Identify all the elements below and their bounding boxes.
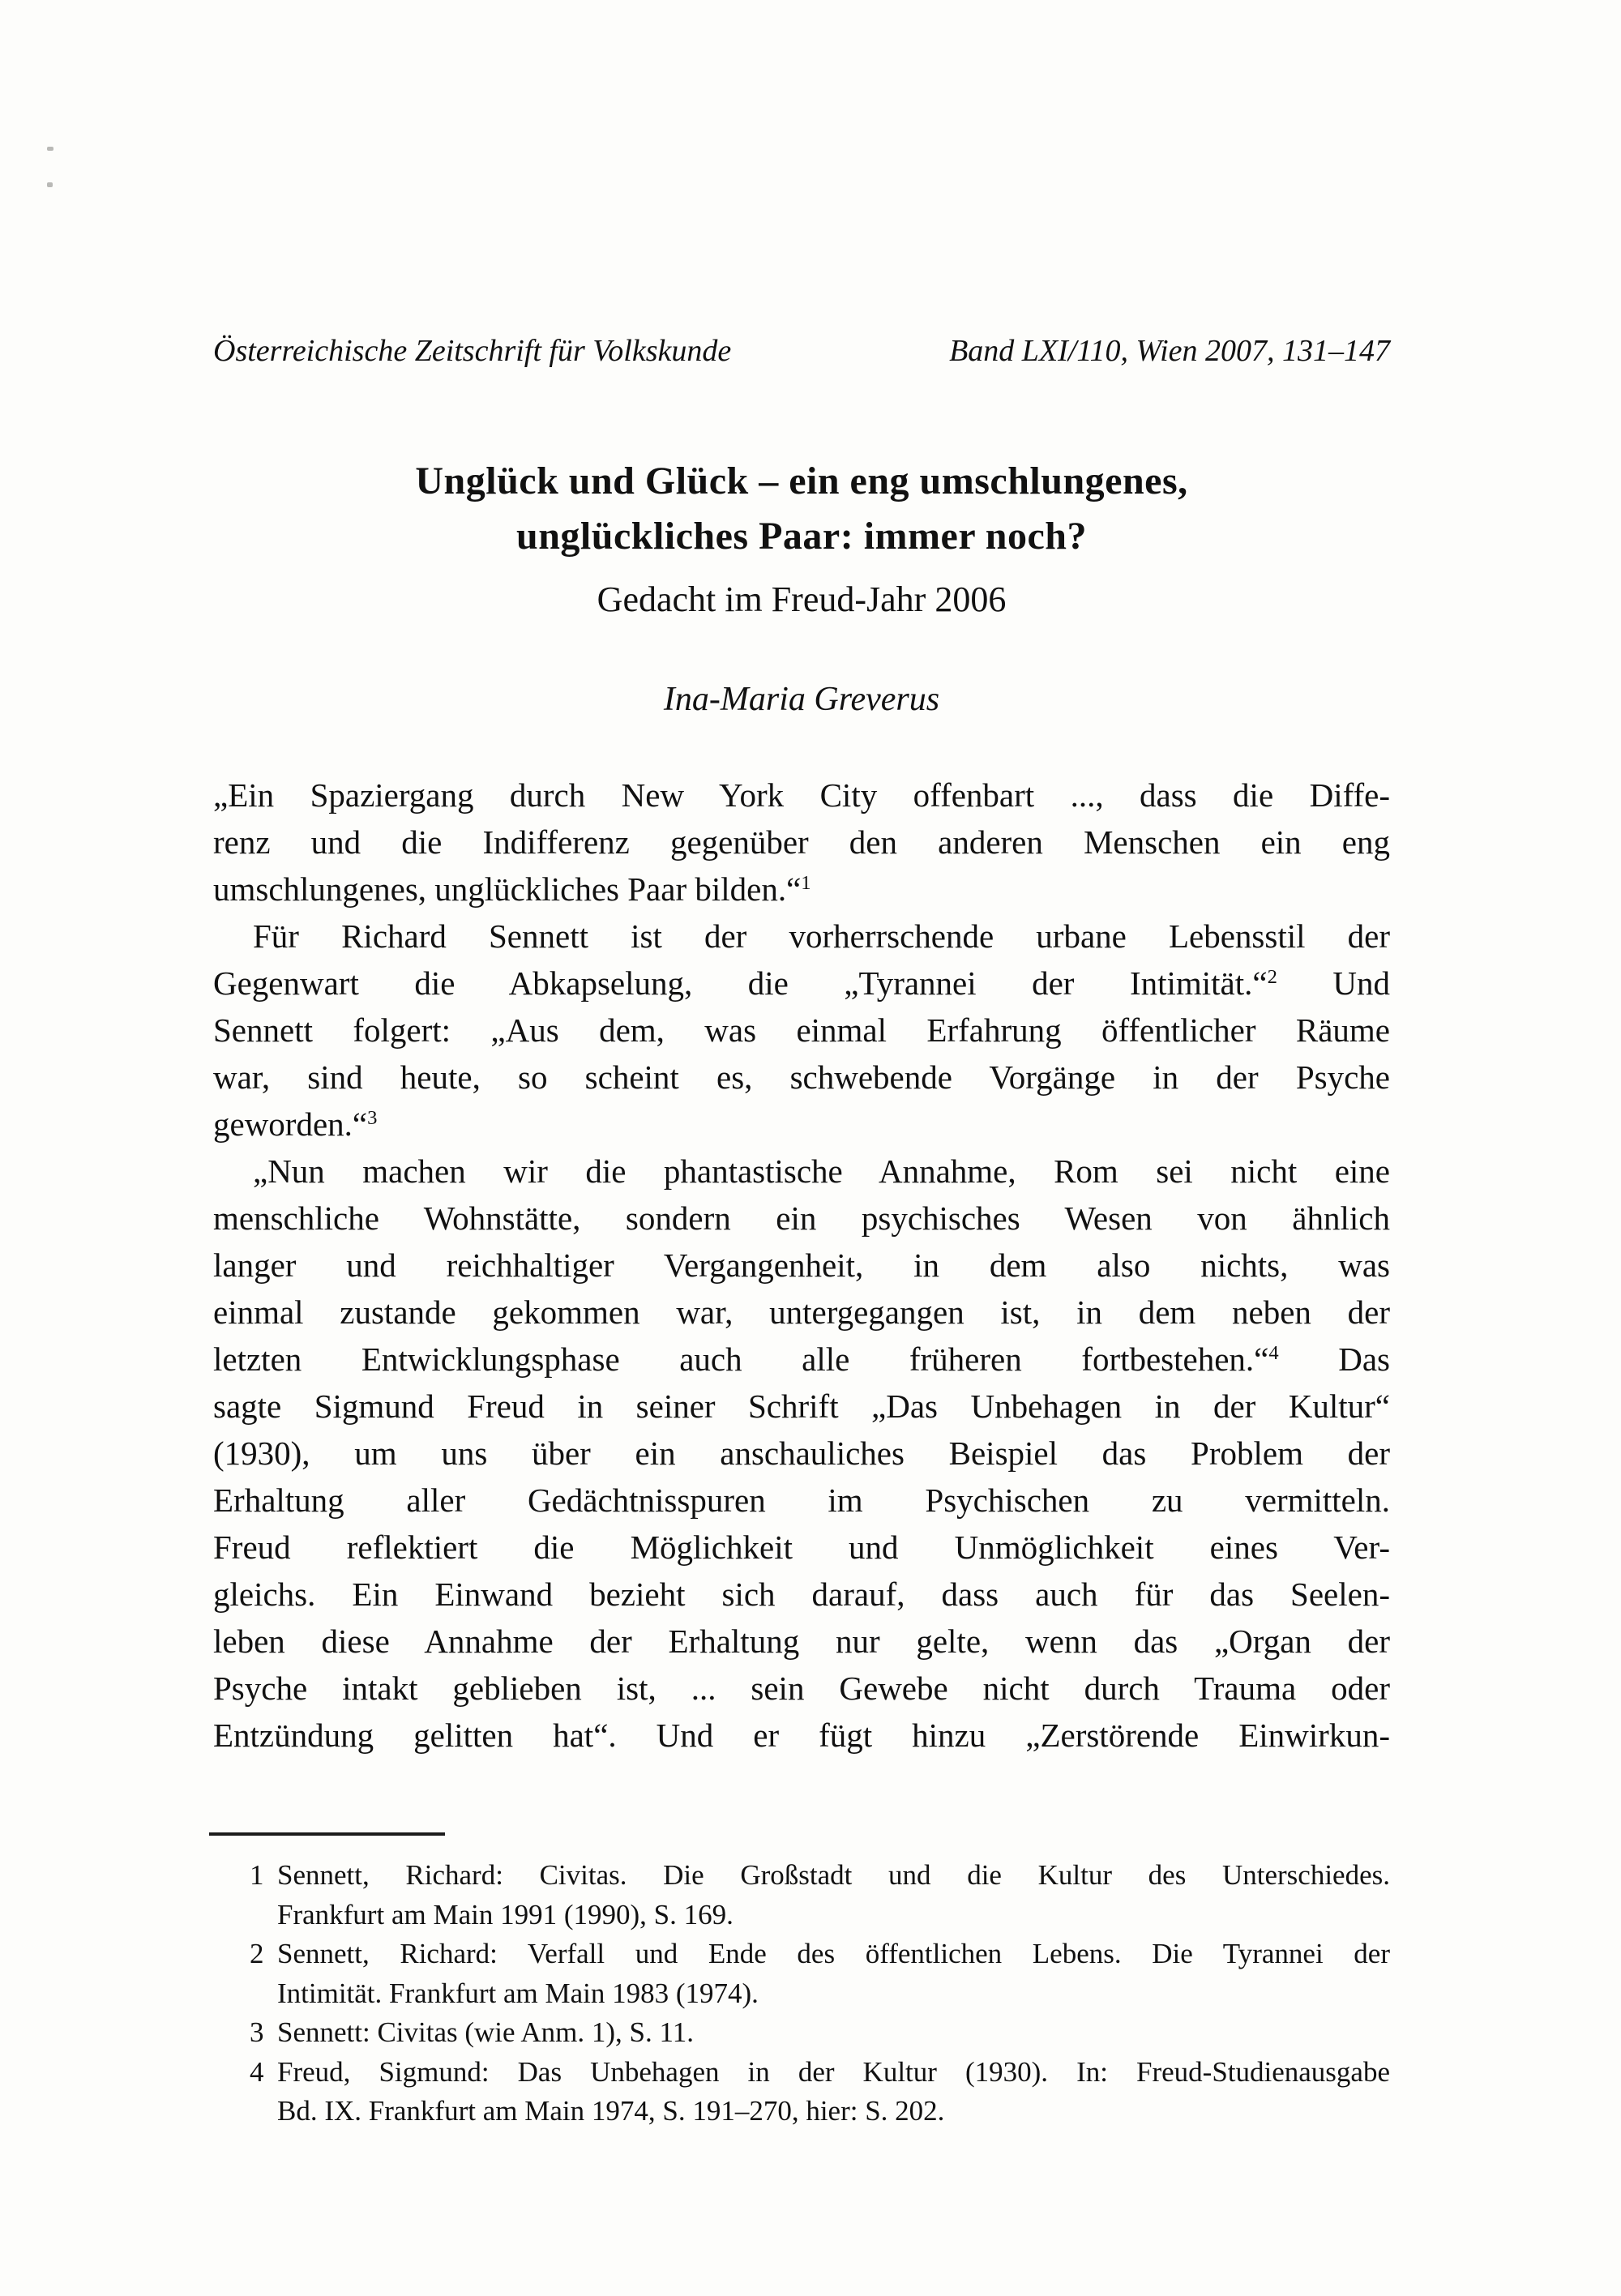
article-title (213, 454, 1390, 564)
footnote-item (213, 2053, 1390, 2131)
body-line: umschlungenes, unglückliches Paar bilden.“$^1$ (213, 870, 811, 908)
footnote-line: Sennett, Richard: Verfall und Ende des öffentlichen Lebens. Die Tyrannei der (277, 1938, 1390, 1969)
footnote-number: 2 (250, 1938, 264, 1969)
body-line: Erhaltung aller Gedächtnisspuren im Psychischen zu vermitteln. (213, 1481, 1390, 1519)
article-title-line2: unglückliches Paar: immer noch? (516, 515, 1087, 558)
footnote-line: Frankfurt am Main 1991 (1990), S. 169. (277, 1898, 734, 1930)
footnote-item (213, 1935, 1390, 2013)
body-line: „Ein Spaziergang durch New York City offenbart ..., dass die Diffe- (213, 776, 1390, 814)
article-title-line1: Unglück und Glück – ein eng umschlungenes, (415, 460, 1188, 502)
journal-title: Österreichische Zeitschrift für Volkskunde (213, 334, 732, 368)
body-line: Gegenwart die Abkapselung, die „Tyrannei der Intimität.“$^2$ Und (213, 964, 1390, 1002)
footnote-item (213, 1856, 1390, 1935)
body-line: war, sind heute, so scheint es, schwebende Vorgänge in der Psyche (213, 1058, 1390, 1096)
body-line: einmal zustande gekommen war, untergegangen ist, in dem neben der (213, 1293, 1390, 1331)
footnote-line: Sennett: Civitas (wie Anm. 1), S. 11. (277, 2016, 694, 2048)
footnote-number: 3 (250, 2016, 264, 2048)
footnote-ref: 3 (367, 1107, 378, 1130)
footnote-ref: 1 (801, 872, 811, 895)
issue-info: Band LXI/110, Wien 2007, 131–147 (949, 334, 1390, 368)
scan-speck (47, 147, 53, 151)
scan-speck (47, 182, 53, 187)
article-subtitle: Gedacht im Freud-Jahr 2006 (597, 579, 1007, 619)
footnote-line: Bd. IX. Frankfurt am Main 1974, S. 191–270, hier: S. 202. (277, 2095, 945, 2127)
footnote-line: Sennett, Richard: Civitas. Die Großstadt und die Kultur des Unterschiedes. (277, 1859, 1390, 1891)
body-line: Entzündung gelitten hat“. Und er fügt hinzu „Zerstörende Einwirkun- (213, 1717, 1390, 1754)
body-line: letzten Entwicklungsphase auch alle früheren fortbestehen.“$^4$ Das (213, 1340, 1390, 1378)
footnotes (213, 1856, 1390, 2131)
article-author: Ina-Maria Greverus (663, 681, 940, 718)
body-line: renz und die Indifferenz gegenüber den anderen Menschen ein eng (213, 823, 1390, 861)
body-line: menschliche Wohnstätte, sondern ein psychisches Wesen von ähnlich (213, 1199, 1390, 1237)
body-line: Sennett folgert: „Aus dem, was einmal Erfahrung öffentlicher Räume (213, 1011, 1390, 1049)
footnote-ref: 2 (1267, 966, 1277, 989)
page-header (213, 331, 1390, 371)
body-line: Psyche intakt geblieben ist, ... sein Gewebe nicht durch Trauma oder (213, 1670, 1390, 1707)
footnote-item (213, 2013, 1390, 2053)
footnote-number: 1 (250, 1859, 264, 1891)
footnote-number: 4 (250, 2055, 264, 2088)
footnote-line: Freud, Sigmund: Das Unbehagen in der Kultur (1930). In: Freud-Studienausgabe (277, 2055, 1390, 2088)
body-line: Für Richard Sennett ist der vorherrschende urbane Lebensstil der (253, 917, 1390, 955)
article-body (213, 772, 1390, 1759)
footnote-rule (209, 1832, 445, 1836)
footnote-ref: 4 (1268, 1342, 1279, 1365)
body-line: geworden.“$^3$ (213, 1105, 378, 1143)
body-line: gleichs. Ein Einwand bezieht sich darauf, dass auch für das Seelen- (213, 1576, 1390, 1613)
body-line: (1930), um uns über ein anschauliches Beispiel das Problem der (213, 1434, 1390, 1472)
body-line: Freud reflektiert die Möglichkeit und Unmöglichkeit eines Ver- (213, 1529, 1390, 1566)
body-line: „Nun machen wir die phantastische Annahme, Rom sei nicht eine (253, 1152, 1390, 1190)
body-line: leben diese Annahme der Erhaltung nur gelte, wenn das „Organ der (213, 1623, 1390, 1660)
body-line: langer und reichhaltiger Vergangenheit, in dem also nichts, was (213, 1246, 1390, 1284)
footnote-line: Intimität. Frankfurt am Main 1983 (1974). (277, 1977, 759, 2009)
body-line: sagte Sigmund Freud in seiner Schrift „Das Unbehagen in der Kultur“ (213, 1387, 1390, 1425)
